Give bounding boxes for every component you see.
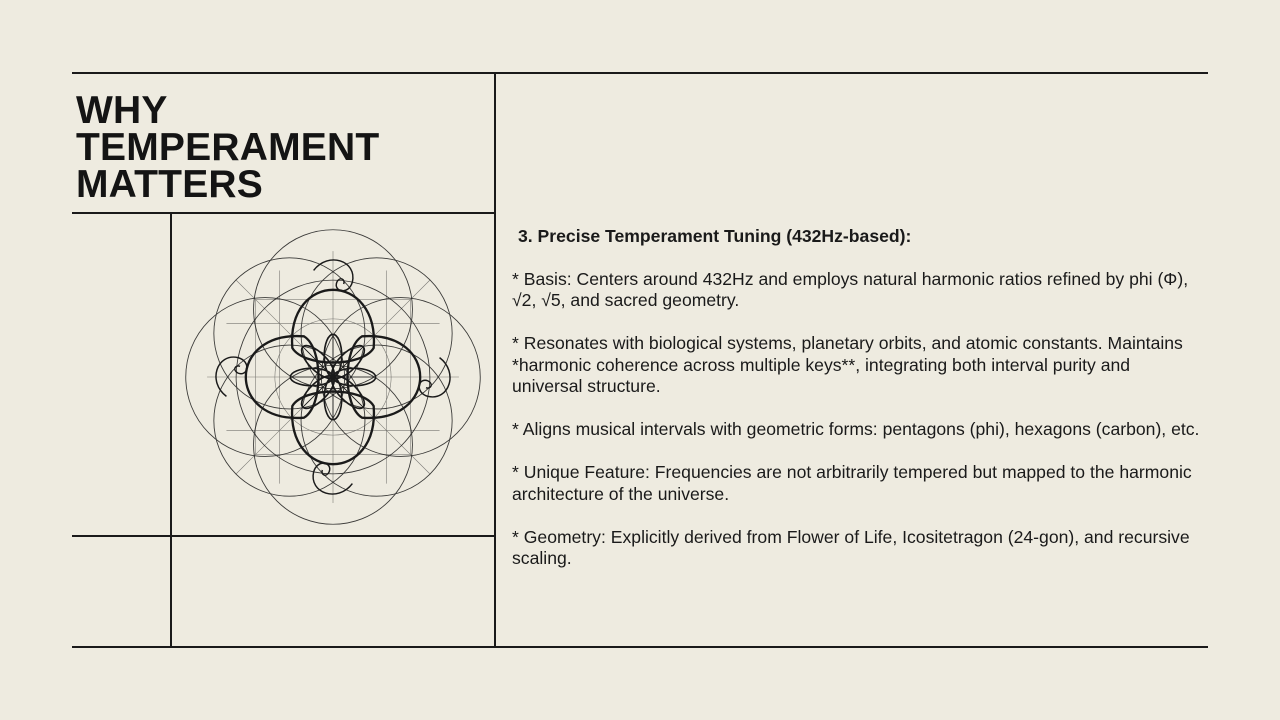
paragraph-resonates: * Resonates with biological systems, planetary orbits, and atomic constants. Maintains *harmonic coherence across multiple keys**, integrating both interval purity and universal structure. bbox=[512, 333, 1183, 396]
top-rule bbox=[72, 72, 1208, 74]
paragraph-unique-feature: * Unique Feature: Frequencies are not arbitrarily tempered but mapped to the harmonic architecture of the universe. bbox=[512, 462, 1192, 504]
content-panel bbox=[512, 226, 1202, 591]
title-line-2: TEMPERAMENT bbox=[76, 126, 380, 169]
center-divider bbox=[494, 72, 496, 647]
sacred-geometry-flower-icon bbox=[178, 226, 488, 528]
illustration-bottom-rule bbox=[72, 535, 495, 537]
section-heading: 3. Precise Temperament Tuning (432Hz-based): bbox=[518, 226, 912, 246]
paragraph-geometry: * Geometry: Explicitly derived from Flower of Life, Icositetragon (24-gon), and recursive scaling. bbox=[512, 526, 1190, 568]
bottom-rule bbox=[72, 646, 1208, 648]
title-line-1: WHY bbox=[76, 89, 168, 132]
left-column-divider bbox=[170, 212, 172, 647]
paragraph-basis: * Basis: Centers around 432Hz and employs natural harmonic ratios refined by phi (Φ), √2, √5, and sacred geometry. bbox=[512, 268, 1189, 310]
title-underline bbox=[72, 212, 495, 214]
paragraph-aligns: * Aligns musical intervals with geometric forms: pentagons (phi), hexagons (carbon), etc. bbox=[512, 419, 1200, 439]
page-title bbox=[76, 89, 380, 206]
title-line-3: MATTERS bbox=[76, 163, 263, 206]
